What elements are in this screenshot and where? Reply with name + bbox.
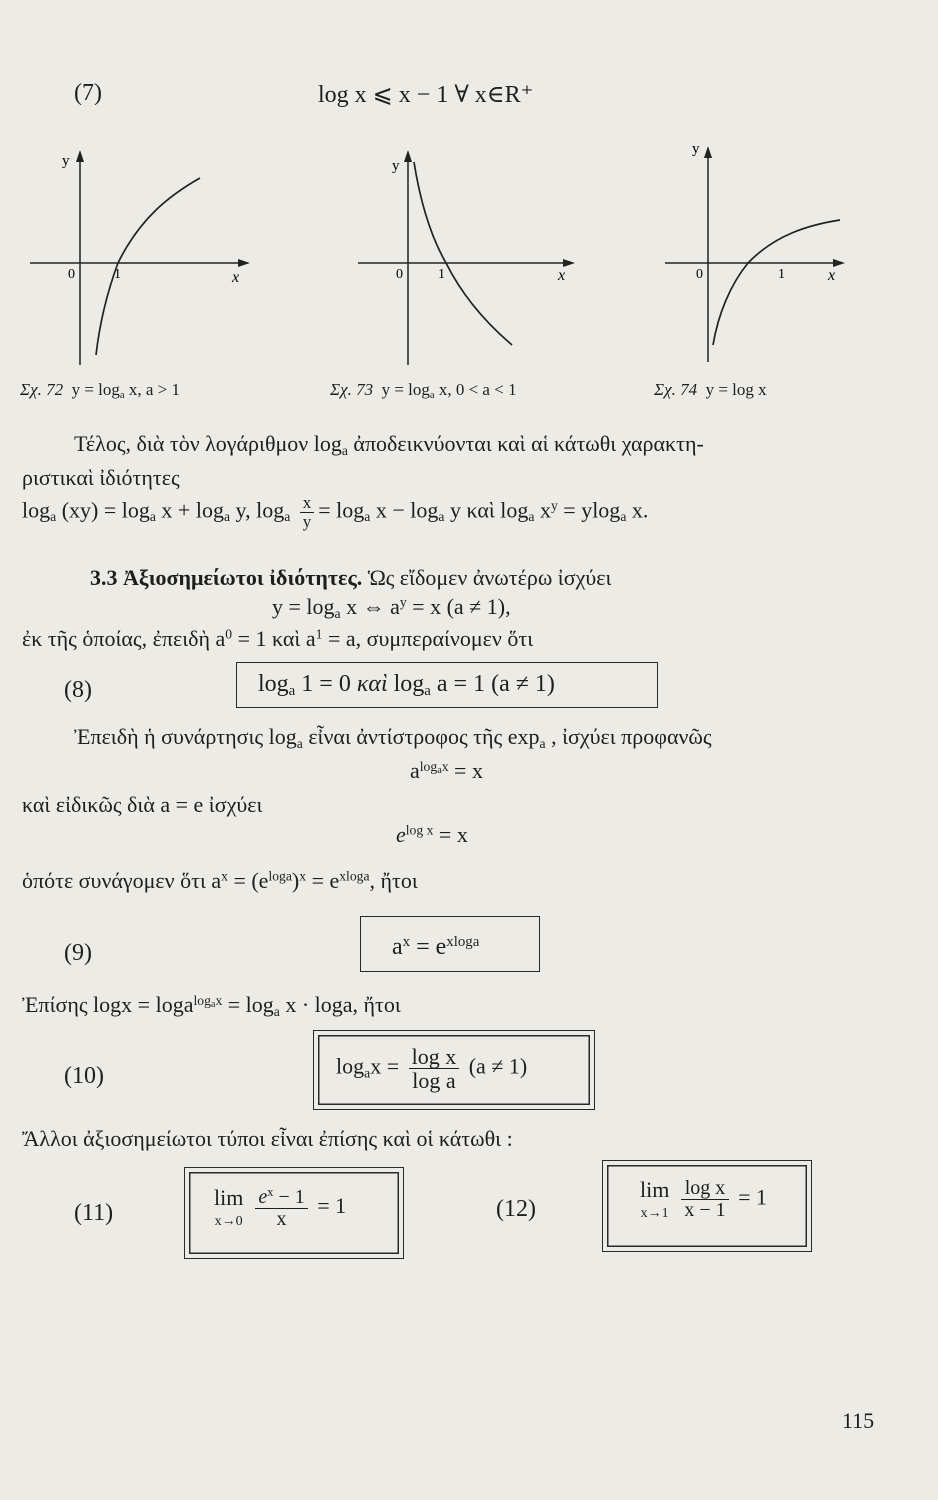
graph-73-curve [414,162,512,345]
graph-72-curve [96,178,200,355]
logarithm-graphs [0,140,938,400]
log-properties: $\log_a (xy) = \log_a x + \log_a y$, $\log_a$ $\frac{x}{y}$ = $\log_a x - \log_a y$ καὶ $\log_a x^y = ylog_a$ x. [22,493,649,531]
section-consequence-line: ἐκ τῆς ὁποίας, ἐπειδὴ $a^0 = 1$ καὶ $a^1 = a$, συμπεραίνομεν ὅτι [22,626,534,651]
graph-73-y-label: y [392,158,400,174]
graph-72-y-arrow [76,150,84,162]
graph-74-y-arrow [704,146,712,158]
eq10-formula: $\log_ax$ = $\frac{\text{log x}}{\text{log a}}$ (a ≠ 1) [336,1044,528,1094]
eq9-label: (9) [64,940,92,966]
eq12-formula: lim x→1 $\frac{\text{log x}}{x - 1}$ = 1 [640,1176,768,1221]
graph-73-x-label: x [558,267,566,284]
paragraph-inverse: Ἐπειδὴ ἡ συνάρτησις $\log_a$ εἶναι ἀντίστροφος τῆς $\exp_a$ , ἰσχύει προφανῶς [74,724,712,751]
paragraph-others: Ἄλλοι ἀξιοσημείωτοι τύποι εἶναι ἐπίσης καὶ οἱ κάτωθι : [22,1126,513,1151]
caption-72: Σχ. 72 $y = \log_a x$, a > 1 [20,380,180,401]
caption-73: Σχ. 73 $y = \log_a x$, 0 < a < 1 [330,380,517,401]
paragraph-also: Ἐπίσης $\log x = \log a^{logax} = \log_a x \cdot \log a$, ἤτοι [22,992,401,1019]
graph-72-y-label: y [62,153,70,169]
graph-74-one-label: 1 [778,267,785,282]
graph-72 [30,150,250,365]
graph-72-origin-label: 0 [68,267,75,282]
paragraph-finally-line1: Τέλος, διὰ τὸν λογάριθμον $\log_a$ ἀποδεικνύονται καὶ αἱ κάτωθι χαρακτη- [74,431,704,458]
formula-7: log x ⩽ x − 1 ∀ x∈R⁺ [318,82,534,108]
section-3-3-heading: 3.3 Ἀξιοσημείωτοι ἰδιότητες. Ὡς εἴδομεν ἀνωτέρω ἰσχύει [90,565,612,590]
graph-73-origin-label: 0 [396,267,403,282]
graph-74 [665,141,845,362]
graph-72-x-arrow [238,259,250,267]
graph-73-one-label: 1 [438,267,445,282]
eq9-formula: $a^x = e^{xloga}$ [392,934,480,961]
graph-73-x-arrow [563,259,575,267]
eq11-label: (11) [74,1200,114,1226]
eq12-label: (12) [496,1196,536,1222]
eq-e: $e^{log x} = x$ [396,822,468,847]
graph-72-x-label: x [232,269,240,286]
caption-74: Σχ. 74 y = log x [654,380,767,399]
graph-73-y-arrow [404,150,412,162]
section-equivalence: $y = \log_a x$ ⇔ $a^y = x$ (a ≠ 1), [272,594,511,621]
eq8-formula: $\log_a 1 = 0$ καὶ $\log_a a = 1$ (a ≠ 1) [258,671,555,700]
graph-72-one-label: 1 [114,267,121,282]
graph-74-origin-label: 0 [696,267,703,282]
graph-74-curve [713,220,840,345]
eq8-label: (8) [64,677,92,703]
graph-74-x-label: x [828,267,836,284]
paragraph-finally-line2: ριστικαὶ ἰδιότητες [22,465,180,490]
paragraph-conclusion: ὁπότε συνάγομεν ὅτι $a^x = (e^{loga})^x = e^{xloga}$, ἤτοι [22,868,418,893]
graph-74-y-label: y [692,141,700,157]
graph-74-x-arrow [833,259,845,267]
eq10-label: (10) [64,1063,104,1089]
eq11-formula: lim x→0 $\frac{e^x - 1}{x}$ = 1 [214,1184,347,1230]
graph-73 [358,150,575,365]
page-number: 115 [842,1408,875,1433]
formula-7-label: (7) [74,80,102,106]
eq-inverse: $a^{logax} = x$ [410,758,483,783]
paragraph-e: καὶ εἰδικῶς διὰ a = e ἰσχύει [22,792,263,817]
